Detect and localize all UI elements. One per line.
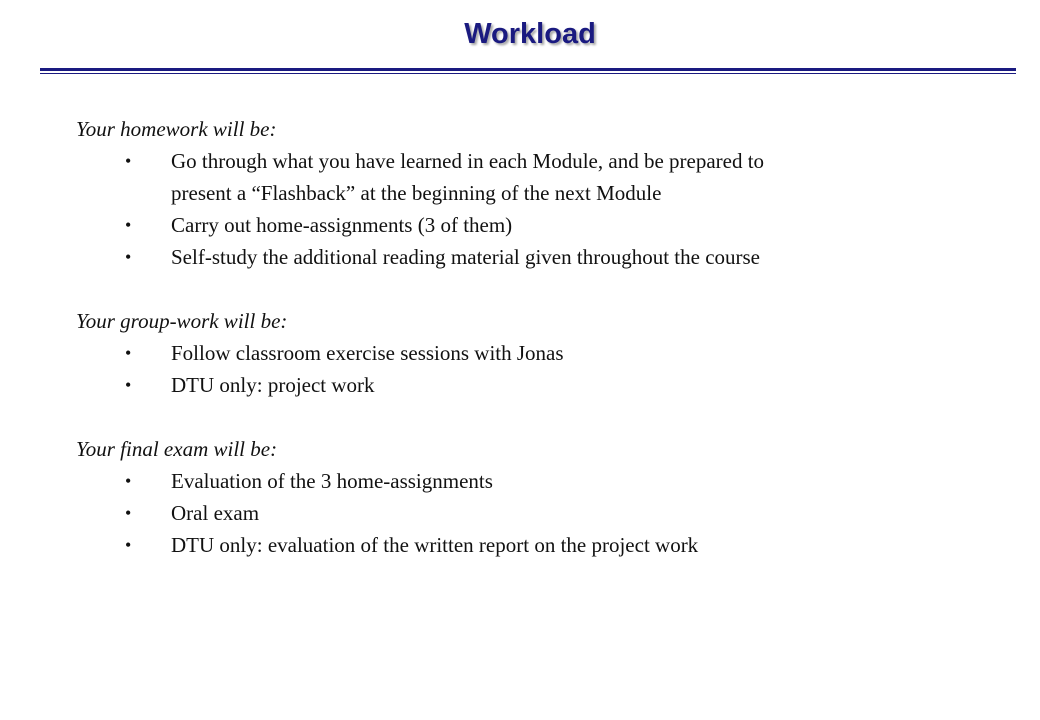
bullet-icon: • [125,375,132,395]
list-item-text: Oral exam [171,501,260,525]
bullet-list [76,337,776,401]
bullet-list [76,145,776,273]
bullet-icon: • [125,503,132,523]
final-exam-section [76,433,776,561]
list-item-text: Evaluation of the 3 home-assignments [171,469,493,493]
list-item-text: Follow classroom exercise sessions with Jonas [171,341,564,365]
section-heading: Your group-work will be: [76,309,288,333]
bullet-icon: • [125,151,132,171]
bullet-icon: • [125,247,132,267]
bullet-icon: • [125,535,132,555]
list-item-text: DTU only: evaluation of the written report on the project work [171,533,699,557]
homework-section [76,113,776,273]
list-item-text: DTU only: project work [171,373,375,397]
list-item [76,497,776,529]
title-underline-thick [40,68,1016,71]
list-item [76,529,776,561]
bullet-icon: • [125,215,132,235]
list-item-text: Go through what you have learned in each Module, and be prepared to present a “Flashback” at the beginning of the next Module [171,149,765,205]
bullet-list [76,465,776,561]
list-item [76,369,776,401]
title-underline-thin [40,73,1016,74]
slide-title: Workload [464,18,596,50]
list-item [76,337,776,369]
list-item [76,465,776,497]
list-item-text: Self-study the additional reading material given throughout the course [171,245,761,269]
bullet-icon: • [125,471,132,491]
section-heading: Your final exam will be: [76,437,278,461]
section-heading: Your homework will be: [76,117,277,141]
group-work-section [76,305,776,401]
bullet-icon: • [125,343,132,363]
list-item [76,145,776,209]
slide-body [76,113,776,561]
list-item [76,241,776,273]
list-item-text: Carry out home-assignments (3 of them) [171,213,513,237]
list-item [76,209,776,241]
